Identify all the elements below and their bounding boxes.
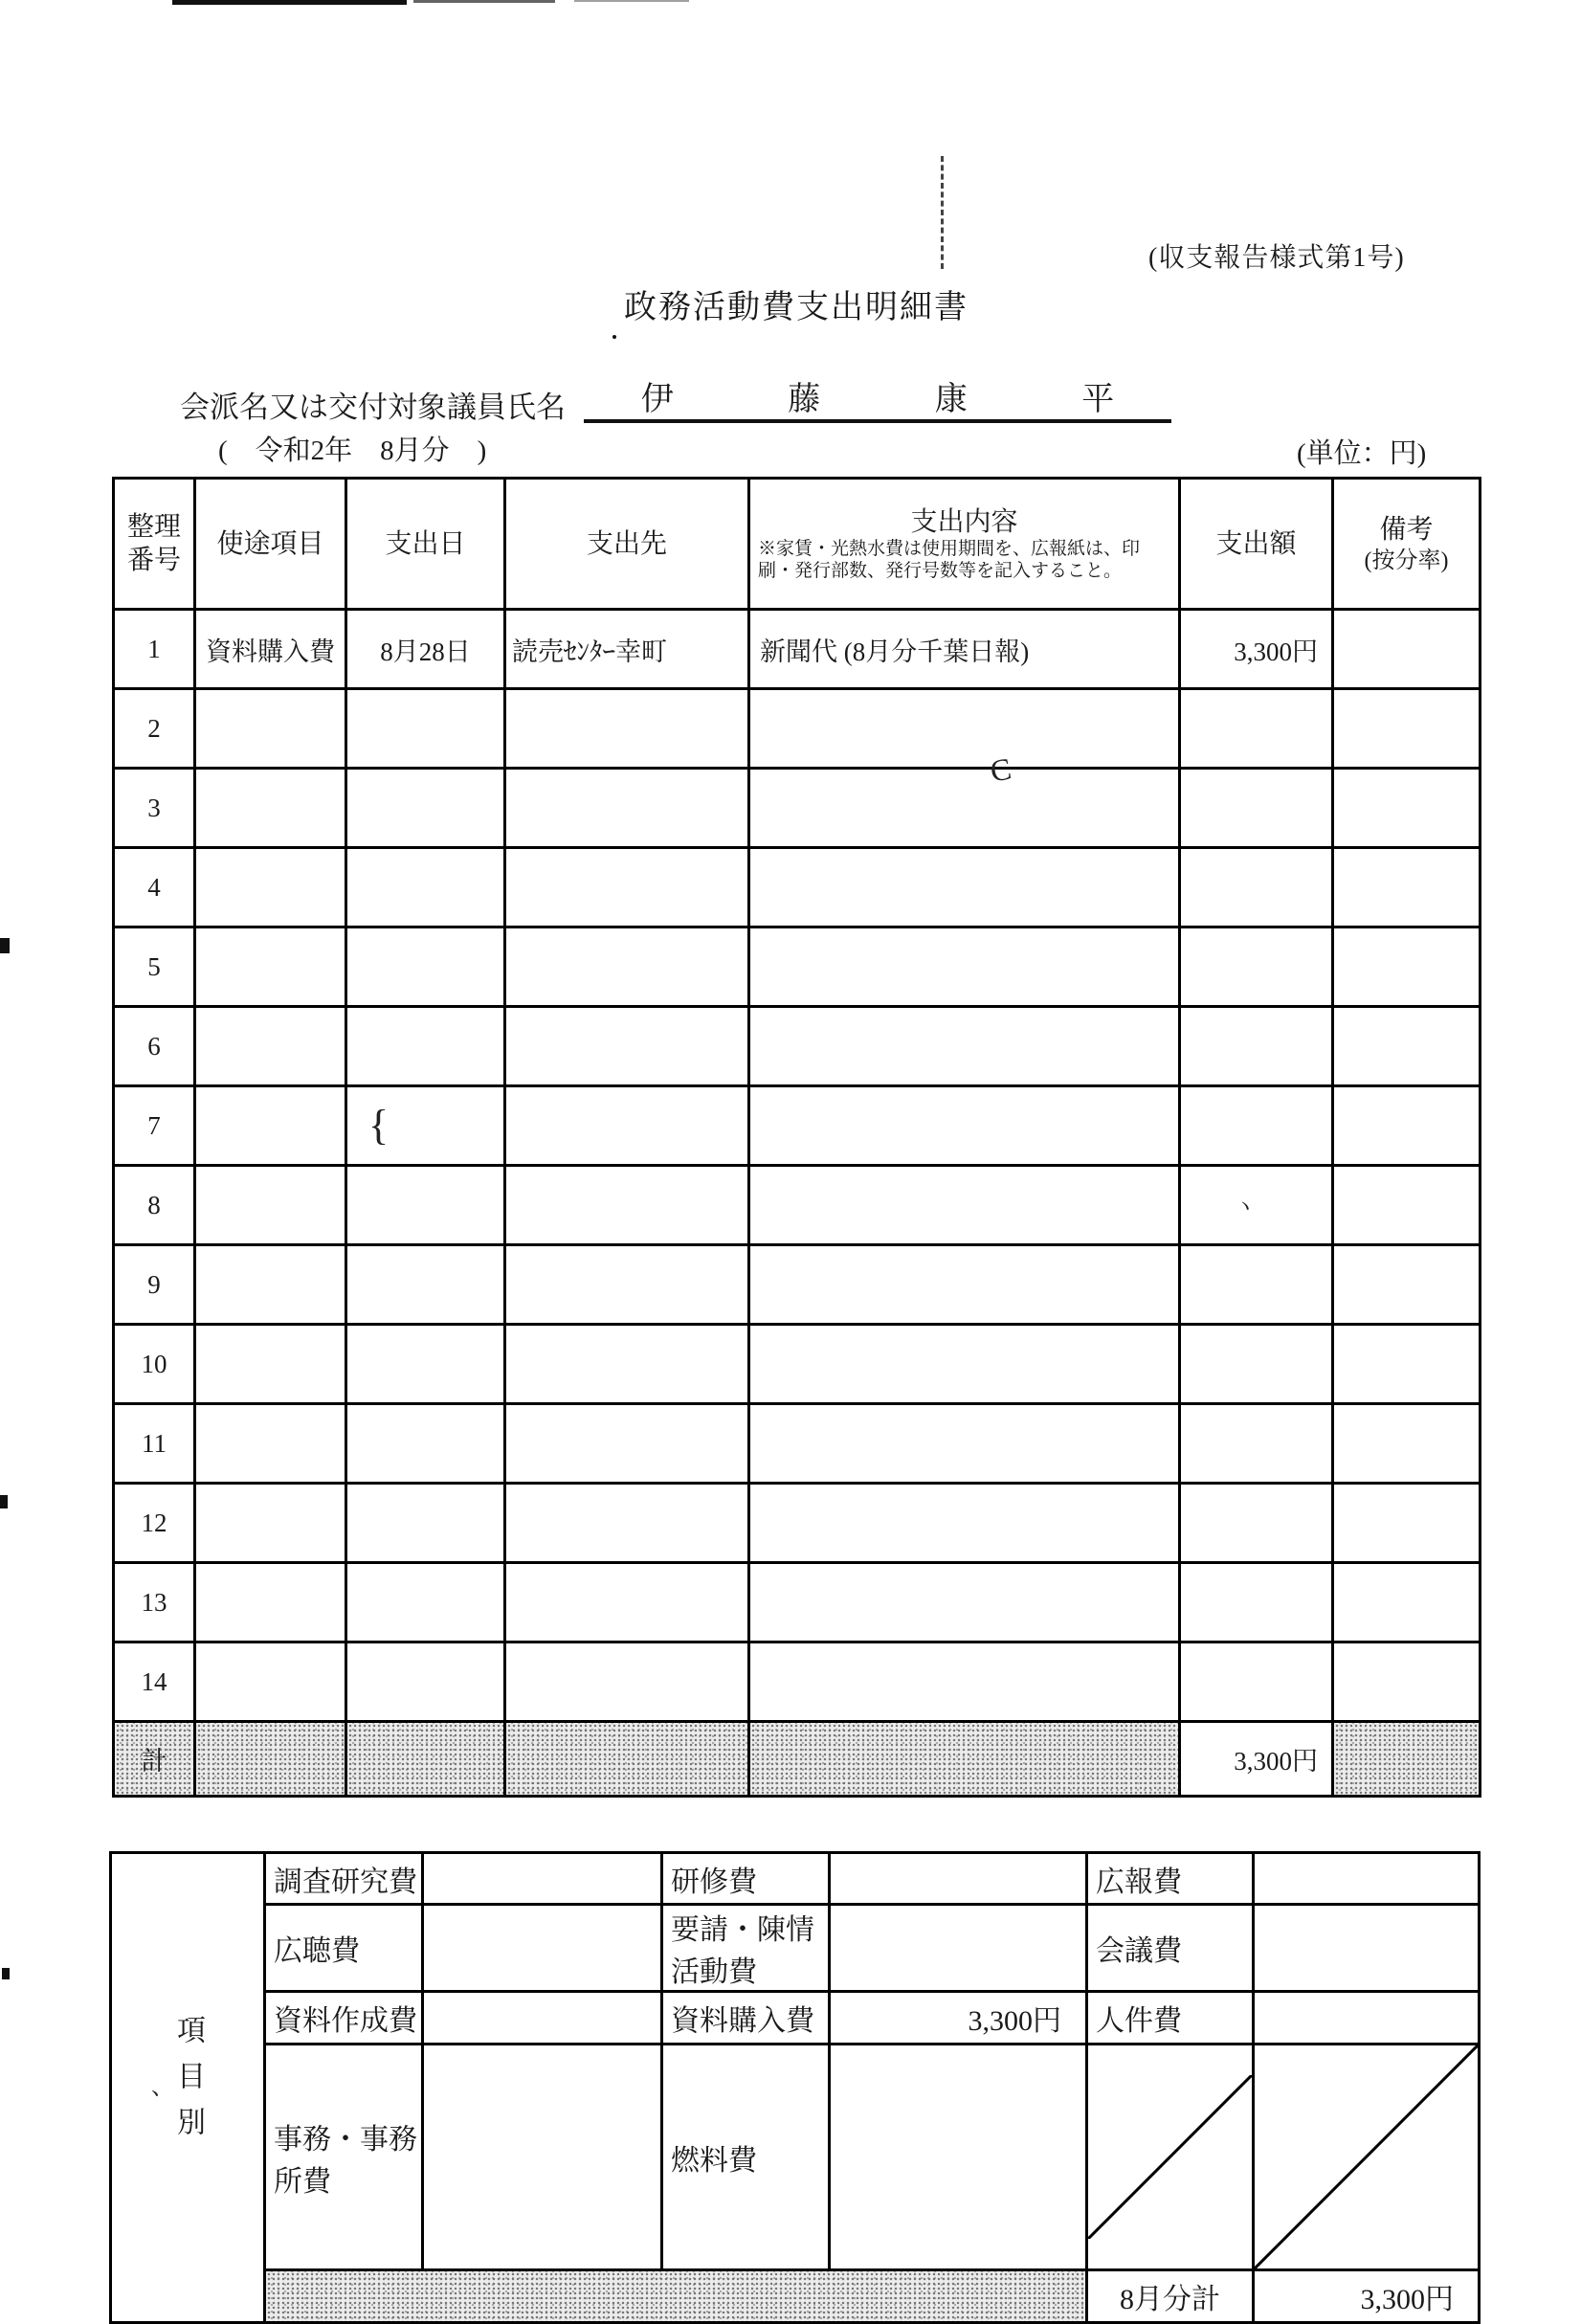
scan-artifact (413, 0, 555, 3)
category-label: 人件費 (1087, 1992, 1254, 2045)
table-row (114, 610, 1481, 689)
category-label: 資料作成費 (265, 1992, 423, 2045)
cell-remarks (1333, 848, 1481, 927)
cell-remarks (1333, 927, 1481, 1007)
scan-artifact (574, 0, 689, 2)
category-row (111, 1992, 1480, 2045)
cell-amount (1180, 1325, 1333, 1404)
category-label: 会議費 (1087, 1905, 1254, 1992)
category-value (1254, 1992, 1480, 2045)
cell-content (749, 769, 1180, 848)
cell-date (346, 1642, 505, 1722)
shaded-cell (1333, 1722, 1481, 1797)
cell-content (749, 1325, 1180, 1404)
cell-content (749, 927, 1180, 1007)
cell-amount: 3,300円 (1180, 610, 1333, 689)
cell-item (195, 927, 346, 1007)
shaded-cell (265, 2270, 1087, 2323)
cell-payee (505, 1642, 749, 1722)
table-row (114, 1642, 1481, 1722)
cell-payee (505, 769, 749, 848)
cell-number: 3 (114, 769, 195, 848)
category-total-row (111, 2270, 1480, 2323)
cell-number: 12 (114, 1484, 195, 1563)
cell-content (749, 1563, 1180, 1642)
category-row (111, 1905, 1480, 1992)
cell-date (346, 1086, 505, 1166)
cell-amount (1180, 1007, 1333, 1086)
category-label: 調査研究費 (265, 1853, 423, 1905)
cell-date (346, 1563, 505, 1642)
scan-artifact: 、 (151, 2075, 174, 2100)
cell-content (749, 1007, 1180, 1086)
cell-amount (1180, 1166, 1333, 1245)
month-total-label: 8月分計 (1087, 2270, 1254, 2323)
cell-amount (1180, 848, 1333, 927)
category-label: 要請・陳情活動費 (662, 1905, 830, 1992)
cell-item (195, 1325, 346, 1404)
cell-remarks (1333, 1245, 1481, 1325)
member-name-underlined (584, 379, 1171, 423)
category-value (830, 2045, 1087, 2270)
cell-content (749, 1642, 1180, 1722)
cell-content (749, 1086, 1180, 1166)
cell-content (749, 1245, 1180, 1325)
name-char: 康 (934, 382, 968, 417)
category-row (111, 2045, 1480, 2270)
cell-date (346, 1484, 505, 1563)
cell-item (195, 1563, 346, 1642)
cell-remarks (1333, 1007, 1481, 1086)
table-row (114, 848, 1481, 927)
scan-artifact (0, 1495, 8, 1508)
cell-remarks (1333, 1404, 1481, 1484)
expense-table (112, 477, 1481, 1798)
col-header-amount: 支出額 (1180, 479, 1333, 610)
category-value (423, 1992, 662, 2045)
total-row (114, 1722, 1481, 1797)
cell-amount (1180, 1245, 1333, 1325)
table-row (114, 1007, 1481, 1086)
scan-artifact: ヽ (1235, 1195, 1257, 1218)
cell-item (195, 1166, 346, 1245)
shaded-cell (195, 1722, 346, 1797)
col-header-item: 使途項目 (195, 479, 346, 610)
category-value (423, 1905, 662, 1992)
cell-number: 8 (114, 1166, 195, 1245)
category-label: 資料購入費 (662, 1992, 830, 2045)
category-row (111, 1853, 1480, 1905)
cell-number: 1 (114, 610, 195, 689)
crossed-out-cell (1087, 2045, 1254, 2270)
cell-number: 4 (114, 848, 195, 927)
shaded-cell (346, 1722, 505, 1797)
cell-content (749, 689, 1180, 769)
cell-payee (505, 1404, 749, 1484)
cell-remarks (1333, 1086, 1481, 1166)
cell-item (195, 1245, 346, 1325)
side-label-cell (111, 1853, 265, 2323)
cell-number: 9 (114, 1245, 195, 1325)
cell-item (195, 1086, 346, 1166)
form-number: (収支報告様式第1号) (1148, 243, 1405, 273)
cell-remarks (1333, 769, 1481, 848)
scan-artifact (941, 156, 944, 269)
table-row (114, 1563, 1481, 1642)
cell-item (195, 689, 346, 769)
scan-artifact: C (987, 750, 1014, 789)
cell-payee (505, 1563, 749, 1642)
cell-date (346, 927, 505, 1007)
scan-artifact (172, 0, 407, 5)
col-header-date: 支出日 (346, 479, 505, 610)
col-header-remarks: 備考 (按分率) (1333, 479, 1481, 610)
cell-date (346, 1166, 505, 1245)
category-value (1254, 1905, 1480, 1992)
cell-payee: 読売ｾﾝﾀｰ幸町 (505, 610, 749, 689)
cell-content: 新聞代 (8月分千葉日報) (749, 610, 1180, 689)
cell-date (346, 848, 505, 927)
category-value (1254, 1853, 1480, 1905)
col-header-number: 整理 番号 (114, 479, 195, 610)
cell-date (346, 1404, 505, 1484)
report-month: ( 令和2年 8月分 ) (218, 436, 487, 466)
cell-payee (505, 1007, 749, 1086)
cell-date (346, 689, 505, 769)
cell-item (195, 1484, 346, 1563)
cell-payee (505, 1086, 749, 1166)
category-label: 事務・事務所費 (265, 2045, 423, 2270)
cell-item (195, 848, 346, 927)
cell-item: 資料購入費 (195, 610, 346, 689)
category-label: 研修費 (662, 1853, 830, 1905)
cell-remarks (1333, 1325, 1481, 1404)
scan-artifact (2, 1968, 10, 1979)
unit-note: (単位：円) (1297, 438, 1427, 469)
cell-remarks (1333, 1563, 1481, 1642)
total-amount-cell: 3,300円 (1180, 1722, 1333, 1797)
cell-content (749, 848, 1180, 927)
cell-payee (505, 1484, 749, 1563)
category-value (830, 1905, 1087, 1992)
table-row (114, 1166, 1481, 1245)
name-char: 伊 (640, 382, 674, 417)
cell-number: 14 (114, 1642, 195, 1722)
cell-date (346, 769, 505, 848)
cell-remarks (1333, 689, 1481, 769)
cell-remarks (1333, 1166, 1481, 1245)
cell-content (749, 1404, 1180, 1484)
month-total-amount: 3,300円 (1254, 2270, 1480, 2323)
cell-number: 2 (114, 689, 195, 769)
cell-number: 10 (114, 1325, 195, 1404)
side-label: 項目別 (172, 2015, 204, 2153)
cell-amount (1180, 769, 1333, 848)
cell-amount (1180, 1086, 1333, 1166)
cell-content (749, 1484, 1180, 1563)
cell-amount (1180, 689, 1333, 769)
cell-payee (505, 848, 749, 927)
category-label: 燃料費 (662, 2045, 830, 2270)
table-row (114, 1245, 1481, 1325)
col-header-content: 支出内容 ※家賃・光熱水費は使用期間を、広報紙は、印刷・発行部数、発行号数等を記入すること。 (749, 479, 1180, 610)
cell-payee (505, 1166, 749, 1245)
cell-amount (1180, 1642, 1333, 1722)
expense-header-row (114, 479, 1481, 610)
table-row (114, 1484, 1481, 1563)
cell-number: 7 (114, 1086, 195, 1166)
name-char: 藤 (788, 382, 821, 417)
category-label: 広報費 (1087, 1853, 1254, 1905)
scan-artifact (612, 335, 616, 339)
table-row (114, 1404, 1481, 1484)
total-label-cell: 計 (114, 1722, 195, 1797)
table-row (114, 1086, 1481, 1166)
crossed-out-cell (1254, 2045, 1480, 2270)
page-title: 政務活動費支出明細書 (624, 290, 969, 325)
shaded-cell (749, 1722, 1180, 1797)
cell-amount (1180, 927, 1333, 1007)
cell-payee (505, 1245, 749, 1325)
cell-date: 8月28日 (346, 610, 505, 689)
cell-remarks (1333, 1642, 1481, 1722)
cell-number: 13 (114, 1563, 195, 1642)
cell-date (346, 1007, 505, 1086)
cell-amount (1180, 1404, 1333, 1484)
cell-number: 5 (114, 927, 195, 1007)
table-row (114, 1325, 1481, 1404)
table-row (114, 769, 1481, 848)
cell-remarks (1333, 610, 1481, 689)
category-value (423, 1853, 662, 1905)
cell-payee (505, 927, 749, 1007)
member-name-label: 会派名又は交付対象議員氏名 (180, 391, 566, 424)
table-row (114, 689, 1481, 769)
cell-content (749, 1166, 1180, 1245)
cell-item (195, 769, 346, 848)
cell-date (346, 1245, 505, 1325)
category-label: 広聴費 (265, 1905, 423, 1992)
cell-amount (1180, 1484, 1333, 1563)
category-breakdown-table (109, 1851, 1481, 2324)
cell-amount (1180, 1563, 1333, 1642)
cell-item (195, 1007, 346, 1086)
cell-payee (505, 689, 749, 769)
cell-item (195, 1642, 346, 1722)
cell-number: 6 (114, 1007, 195, 1086)
category-value (423, 2045, 662, 2270)
cell-number: 11 (114, 1404, 195, 1484)
col-header-payee: 支出先 (505, 479, 749, 610)
cell-payee (505, 1325, 749, 1404)
shaded-cell (505, 1722, 749, 1797)
category-value: 3,300円 (830, 1992, 1087, 2045)
scan-artifact: { (368, 1102, 390, 1149)
cell-date (346, 1325, 505, 1404)
scan-artifact (0, 938, 10, 953)
cell-item (195, 1404, 346, 1484)
table-row (114, 927, 1481, 1007)
category-value (830, 1853, 1087, 1905)
name-char: 平 (1081, 382, 1115, 417)
cell-remarks (1333, 1484, 1481, 1563)
